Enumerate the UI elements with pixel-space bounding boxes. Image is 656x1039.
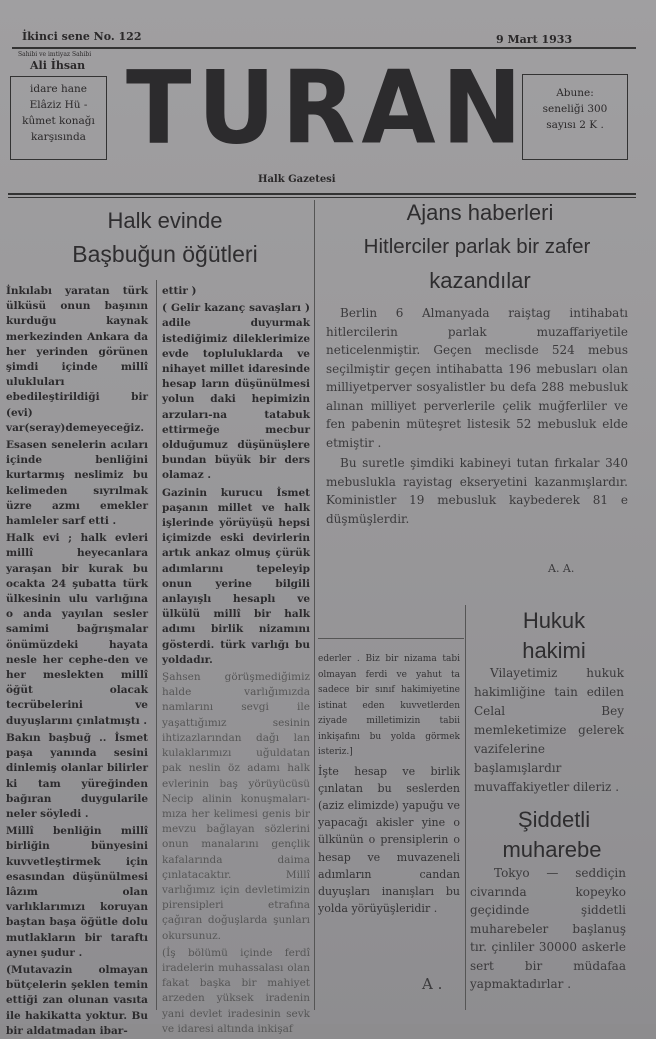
- issue-date: 9 Mart 1933: [496, 33, 573, 46]
- masthead-title: TURAN: [126, 49, 528, 167]
- headline-basbugun: Başbuğun öğütleri: [72, 241, 258, 267]
- address-line: kûmet konağı: [22, 115, 95, 127]
- muharebe-body: [470, 864, 626, 1004]
- column-divider: [156, 280, 157, 1010]
- subscription-line: Abune:: [556, 87, 594, 99]
- article-signature: A .: [422, 975, 443, 993]
- article-column-3: [318, 652, 460, 952]
- paragraph: Bakın başbuğ .. İsmet paşa yanında sesini dinlemiş olanlar bilirler ki tam yüreğinden bağıran duygularile neler söyledi .: [6, 731, 148, 820]
- section-rule: [318, 638, 464, 639]
- headline-muharebe: muharebe: [502, 837, 602, 862]
- paragraph: ( Gelir kazanç savaşları ) adile duyurmak istediğimiz dileklerimize evde topluluklarda ve nihayet millet idaresinde hesap ların düşünülmesi yolun daki hepimizin arzuları-na tatabuk ettirmeğe mecbur olduğumuz düşünüşlere bundan büyük bir ders olamaz .: [162, 302, 310, 482]
- paragraph: Tokyo — seddiçin civarında kopeyko geçidinde şiddetli muharebeler başlanuş tır. çinliler 30000 askerle sert bir müdafaa yapmaktadırlar .: [470, 866, 626, 991]
- headline-hukuk: Hukuk: [522, 608, 586, 633]
- headline-hakimi: hakimi: [522, 638, 586, 663]
- paragraph: ederler . Biz bir nizama tabi olmayan ferdi ve yahut ta sadece bir sınıf hakimiyetine istinat eden kuvvetlerden ziyade milletimizin tabii inkişafını bu yolda görmek isteriz.]: [318, 654, 460, 757]
- ajans-body: [326, 304, 628, 564]
- address-line: idare hane: [30, 83, 87, 95]
- paragraph: Şahsen görüşmediğimiz halde varlığımızda namlarını sevgi ile yaşattığımız sesinin ihtizazlarından dağı lan kulaklarımızı uğuldatan pak neslin öz adamı halk evlerinin baş yörüyücüsü Necip alinin konuşmaları-mıza her kelimesi genis bir mevzu bağlayan sözlerini onun manalarını gençlik kafalarında daima çınlatacaktır. Millî varlığımız için devletimizin pirensipleri etrafına çağıran doğuşlarda şunları okursunuz.: [162, 671, 310, 942]
- ajans-signature: A. A.: [548, 562, 575, 575]
- owner-name: Ali İhsan: [30, 59, 86, 72]
- paragraph: Vilayetimiz hukuk hakimliğine tain edilen Celal Bey memleketimize gelerek vazifelerine başlamışlardır muvaffakiyetler dileriz .: [474, 666, 624, 794]
- paragraph: Esasen senelerin acıları içinde benliğini kurtarmış neslimiz bu kelimeden sıyrılmak üzre azmı emekler hamleler sarf etti .: [6, 439, 148, 528]
- headline-hitlerciler: Hitlerciler parlak bir zafer: [363, 235, 591, 258]
- hukuk-body: [474, 664, 624, 794]
- subscription-box: [522, 74, 628, 160]
- owner-label: Sahibi ve imtiyaz Sahibi: [18, 51, 92, 58]
- paragraph: İnkılabı yaratan türk ülküsü onun başının kurduğu kaynak merkezinden Ankara da her yerinden görünen şimdi içinde millî ulukluları ebedileştirildiği bir (evi) var(seray)demeyeceğiz.: [6, 285, 148, 434]
- headline-halk-evinde: Halk evinde: [107, 208, 223, 233]
- paragraph: Millî benliğin millî birliğin bünyesini kuvvetleştirmek için esasından düşünülmesi lâzım olan varlıklarımızı koruyan baştan başa öğütle dolu mutlakların bir taraftı ayneı şudur .: [6, 825, 148, 959]
- masthead-subtitle: Halk Gazetesi: [258, 174, 336, 185]
- paragraph: (Mutavazin olmayan bütçelerin şeklen temin ettiği zan olunan vasıta ile hakikatta yoktur. Bu bir aldatmadan ibar-: [6, 963, 148, 1037]
- address-line: karşısında: [31, 131, 86, 143]
- headline-siddetli: Şiddetli: [517, 807, 591, 832]
- paragraph: İşte hesap ve birlik çınlatan bu seslerden (aziz elimizde) yapuğu ve yapacağı akisler yine o ülkünün o prensiplerin o hesap ve muvazeneli adımların candan duyuşları inanışları bu yolda yörüyüşleridir .: [318, 764, 460, 916]
- paragraph: ettir ): [162, 285, 197, 297]
- column-divider: [314, 200, 315, 1010]
- article-column-2: [162, 284, 310, 1035]
- masthead-rule: [8, 193, 636, 195]
- headline-kazandilar: kazandılar: [429, 268, 531, 293]
- address-line: Elâziz Hü -: [29, 99, 88, 111]
- paragraph: Halk evi ; halk evleri millî heyecanlara yaraşan bir kurak bu ocakta 24 şubatta türk ülkesinin ulu varlığına o anda yayılan sesler samimi bağrışmalar önümüzdeki hayata nesle her cephe-den ve her meslekten millî öğüt olacak tecrübelerini ve duyuşlarını çınlatmıştı .: [6, 532, 148, 727]
- article-column-1: [6, 284, 148, 1037]
- subscription-line: seneliği 300: [542, 103, 608, 115]
- issue-number: İkinci sene No. 122: [22, 30, 142, 43]
- address-box: [10, 76, 107, 160]
- paragraph: Bu suretle şimdiki kabineyi tutan fırkalar 340 mebuslukla rayistag ekseryetini kazanmışlardır. Koministler 19 mebusluk kaybederek 81 e düşmüşlerdir.: [326, 456, 628, 526]
- paragraph: Berlin 6 Almanyada raiştag intihabatı hitlercilerin parlak muzaffariyetile neticelenmiştir. Geçen meclisde 524 mebus seçilmiştir geçen intihabatta 196 mebusları olan milliyetperver sosyalistler bu defa 288 mebusluk alınan milliyet perverlerile çelik muğferliler ve fen pabenin müteşret listesik 52 mebusluk elde etmiştir .: [326, 306, 628, 450]
- headline-ajans: Ajans haberleri: [406, 200, 554, 225]
- subscription-line: sayısı 2 K .: [546, 119, 604, 131]
- paragraph: Gazinin kurucu İsmet paşanın millet ve halk işlerinde yörüyüşü hepsi içimizde eski devirlerin artık ankaz olmuş çürük adımlarını tepeleyip onun yerine bilgili anlayışlı hesaplı ve ülkülü millî bir halk adımı birlik nizamını gösterdi. türk varlığı bu yoldadır.: [162, 486, 310, 666]
- paragraph: (İş bölümü içinde ferdî iradelerin muhassalası olan fakat başka bir mahiyet arzeden yüksek iradenin yani devlet iradesinin sevk ve idaresi altında inkişaf: [162, 946, 310, 1035]
- column-divider: [465, 605, 466, 1010]
